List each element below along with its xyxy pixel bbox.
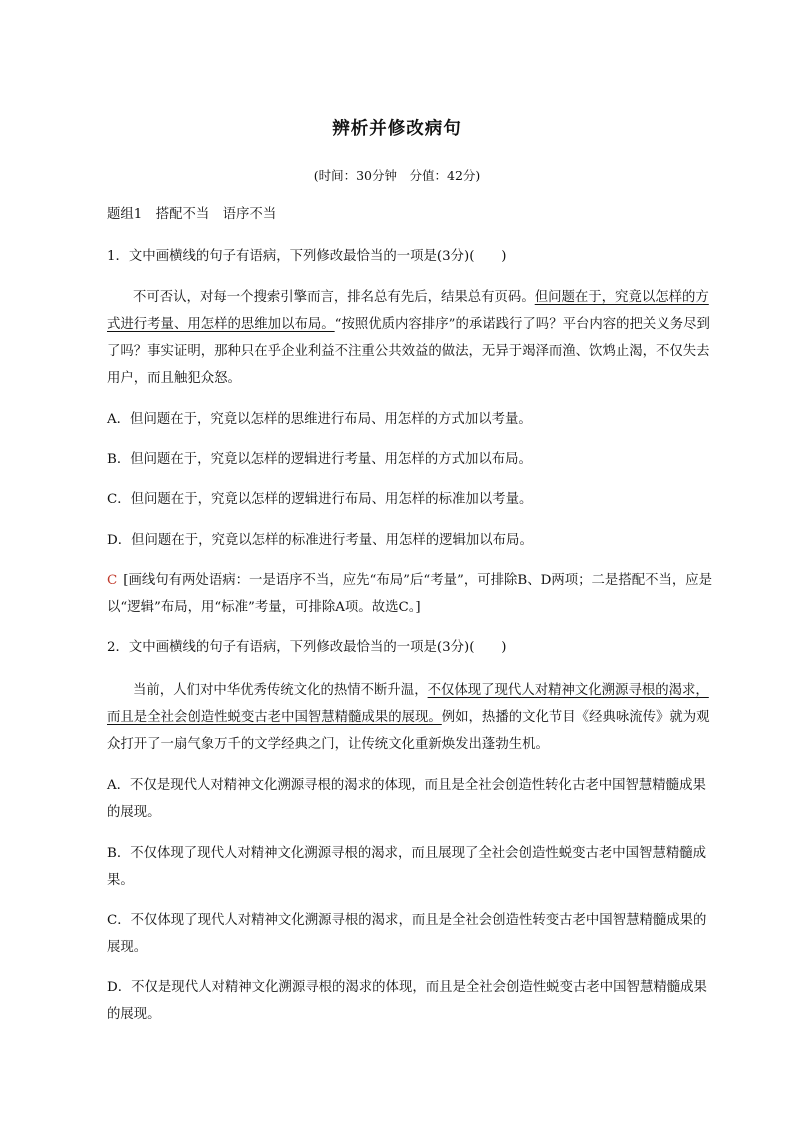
q1-option-d: D．但问题在于，究竟以怎样的标准进行考量、用怎样的逻辑加以布局。 (107, 533, 533, 548)
q1-stem: 1．文中画横线的句子有语病，下列修改最恰当的一项是(3分)( ) (107, 249, 507, 264)
q1-passage-after: “按照优质内容排序”的承诺践行了吗？平台内容的把关义务尽到了吗？事实证明，那种只在乎企业利益不注重公共效益的做法，无异于竭泽而渔、饮鸩止渴，不仅失去用户，而且触犯众怒。 (107, 317, 710, 386)
q2-option-c: C．不仅体现了现代人对精神文化溯源寻根的渴求，而且是全社会创造性转变古老中国智慧精髓成果的展现。 (107, 913, 707, 955)
q1-passage (107, 284, 719, 392)
q1-passage-underlined: 但问题在于，究竟以怎样的方式进行考量、用怎样的思维加以布局。 (107, 290, 709, 332)
q1-option-a: A．但问题在于，究竟以怎样的思维进行布局、用怎样的方式加以考量。 (107, 412, 532, 427)
q2-passage-after: 例如，热播的文化节目《经典咏流传》就为观众打开了一扇气象万千的文学经典之门，让传统文化重新焕发出蓬勃生机。 (107, 710, 710, 752)
q1-option-b: B．但问题在于，究竟以怎样的逻辑进行考量、用怎样的方式加以布局。 (107, 452, 532, 467)
q2-option-d: D．不仅是现代人对精神文化溯源寻根的渴求的体现，而且是全社会创造性蜕变古老中国智慧精髓成果的展现。 (107, 980, 707, 1022)
q2-passage-before: 当前，人们对中华优秀传统文化的热情不断升温， (133, 683, 428, 698)
q2-option-b: B．不仅体现了现代人对精神文化溯源寻根的渴求，而且展现了全社会创造性蜕变古老中国智慧精髓成果。 (107, 846, 707, 888)
q1-option-c: C．但问题在于，究竟以怎样的逻辑进行布局、用怎样的标准加以考量。 (107, 492, 533, 507)
page-title: 辨析并修改病句 (332, 119, 462, 139)
time-score-info: (时间：30分钟 分值：42分) (313, 168, 481, 183)
q2-passage (107, 677, 719, 758)
q1-answer-explanation: [画线句有两处语病：一是语序不当，应先“布局”后“考量”，可排除B、D两项；二是搭配不当，应是以“逻辑”布局，用“标准”考量，可排除A项。故选C。] (107, 573, 713, 615)
q2-stem: 2．文中画横线的句子有语病，下列修改最恰当的一项是(3分)( ) (107, 640, 507, 655)
question-group-heading: 题组1 搭配不当 语序不当 (107, 207, 277, 222)
q2-option-a: A．不仅是现代人对精神文化溯源寻根的渴求的体现，而且是全社会创造性转化古老中国智慧精髓成果的展现。 (107, 778, 706, 820)
q1-passage-before: 不可否认，对每一个搜索引擎而言，排名总有先后，结果总有页码。 (133, 290, 535, 305)
q2-passage-underlined: 不仅体现了现代人对精神文化溯源寻根的渴求，而且是全社会创造性蜕变古老中国智慧精髓成果的展现。 (107, 683, 709, 725)
q1-answer-letter: C (107, 573, 118, 588)
q1-answer (107, 567, 719, 621)
